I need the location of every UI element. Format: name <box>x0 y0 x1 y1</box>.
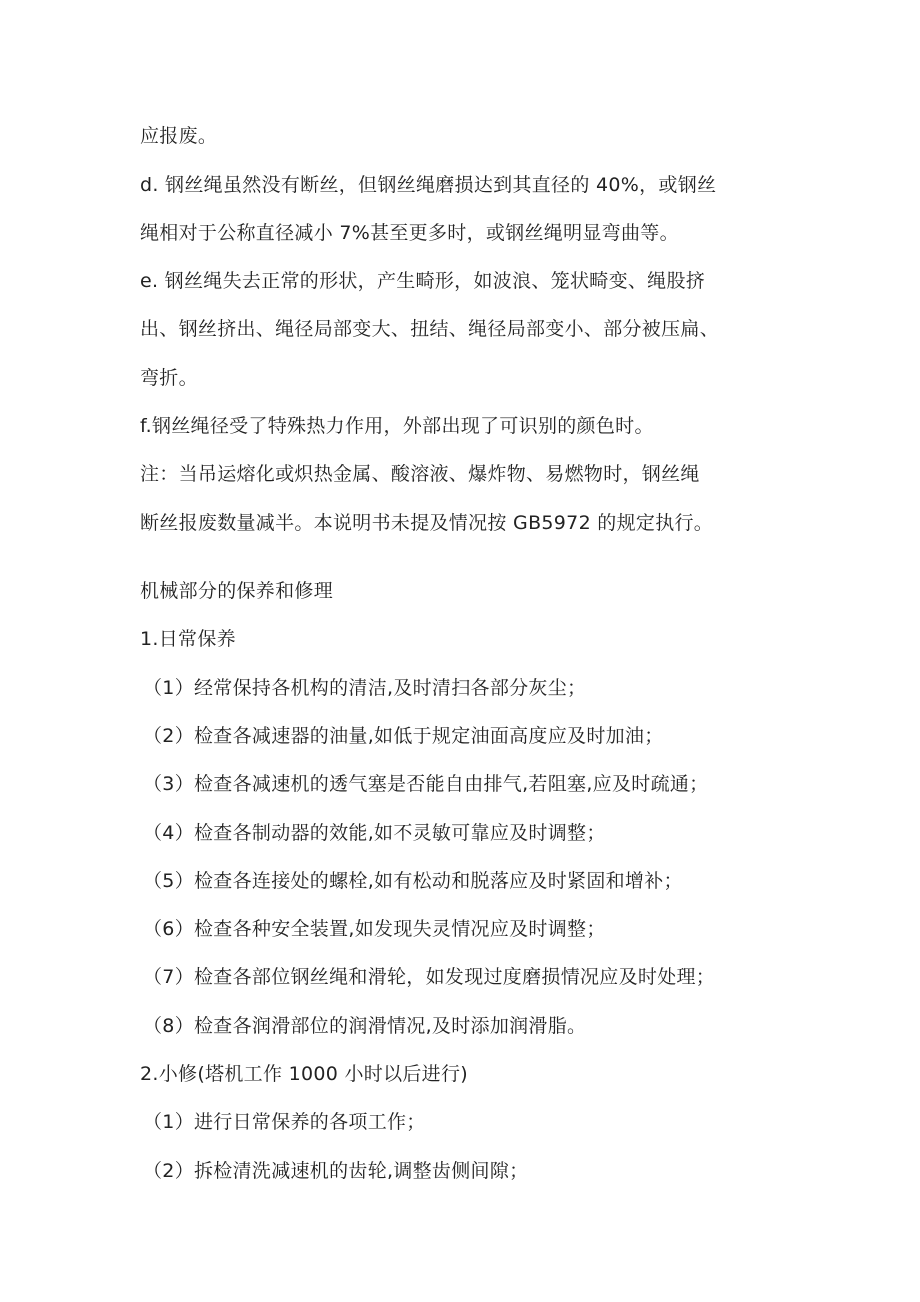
section-title: 机械部分的保养和修理 <box>140 580 334 602</box>
list-item: （6）检查各种安全装置,如发现失灵情况应及时调整； <box>143 918 606 940</box>
text-line: 注：当吊运熔化或炽热金属、酸溶液、爆炸物、易燃物时，钢丝绳 <box>140 463 700 485</box>
text-line: 断丝报废数量减半。本说明书未提及情况按 GB5972 的规定执行。 <box>140 512 714 534</box>
text-line: 绳相对于公称直径减小 7%甚至更多时，或钢丝绳明显弯曲等。 <box>140 222 679 244</box>
minor-repair-heading: 2.小修(塔机工作 1000 小时以后进行) <box>140 1063 468 1085</box>
list-item: （5）检查各连接处的螺栓,如有松动和脱落应及时紧固和增补； <box>143 870 683 892</box>
list-item: （4）检查各制动器的效能,如不灵敏可靠应及时调整； <box>143 822 606 844</box>
text-line: d. 钢丝绳虽然没有断丝，但钢丝绳磨损达到其直径的 40%，或钢丝 <box>140 174 717 196</box>
list-item: （3）检查各减速机的透气塞是否能自由排气,若阻塞,应及时疏通； <box>143 773 709 795</box>
list-item: （2）检查各减速器的油量,如低于规定油面高度应及时加油； <box>143 725 664 747</box>
text-line: f.钢丝绳径受了特殊热力作用，外部出现了可识别的颜色时。 <box>140 415 654 437</box>
list-item: （8）检查各润滑部位的润滑情况,及时添加润滑脂。 <box>143 1015 587 1037</box>
list-item: （7）检查各部位钢丝绳和滑轮，如发现过度磨损情况应及时处理； <box>143 966 716 988</box>
list-item: （2）拆检清洗减速机的齿轮,调整齿侧间隙； <box>143 1160 529 1182</box>
list-item: （1）进行日常保养的各项工作； <box>143 1111 426 1133</box>
text-line: 弯折。 <box>140 367 198 389</box>
daily-maintenance-heading: 1.日常保养 <box>140 628 236 650</box>
text-line: e. 钢丝绳失去正常的形状，产生畸形，如波浪、笼状畸变、绳股挤 <box>140 270 706 292</box>
text-line: 出、钢丝挤出、绳径局部变大、扭结、绳径局部变小、部分被压扁、 <box>140 318 720 340</box>
text-line: 应报废。 <box>140 125 218 147</box>
list-item: （1）经常保持各机构的清洁,及时清扫各部分灰尘； <box>143 677 587 699</box>
